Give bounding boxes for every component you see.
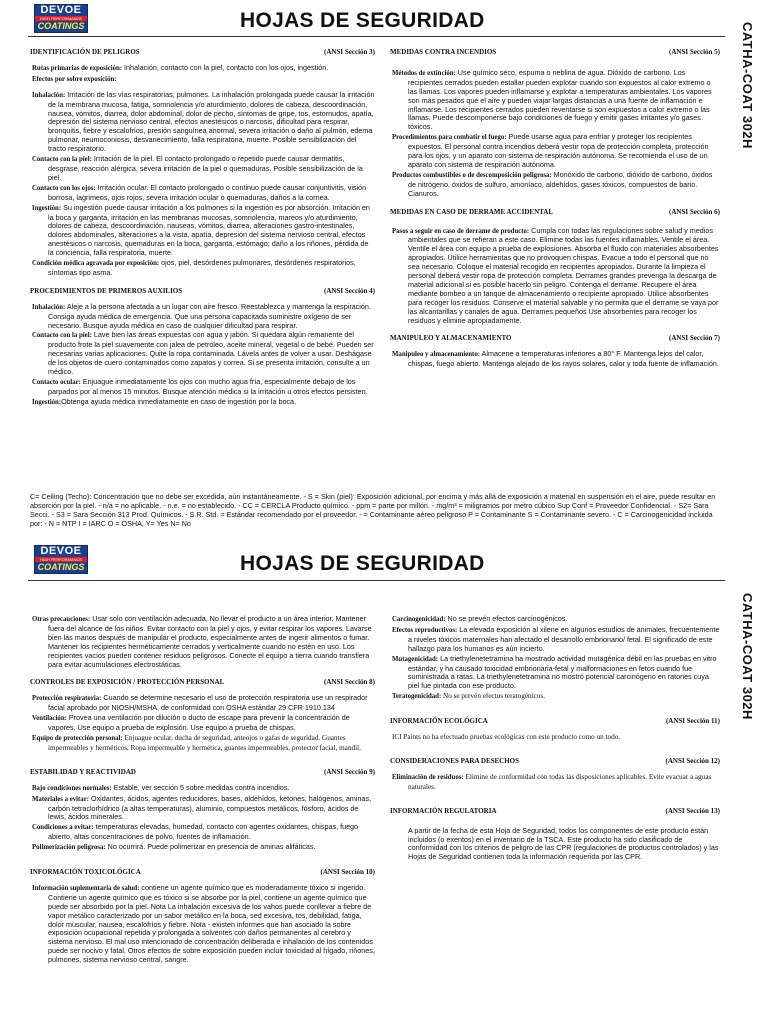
paragraph: Efectos por sobre exposición:	[32, 75, 117, 83]
title-rule	[28, 36, 725, 37]
abbreviations-footnote: C= Ceiling (Techo): Concentración que no debe ser excedida, aún instantáneamente. - S = Skin (piel): Exposición adicional, por encima y más allá de exposición a material en suspensión en el aire, puede resultar en absorción por la piel. - n/a = no aplicable. - n.e. = no establecido. - CC = CERCLA Producto químico. - ppm = parte por millón. - mg/m³ = miligramos por metro cúbico Sup Conf = Proveedor Confidencial. - S2= Sara Secci. - S3 = Sara Sección 313 Prod. Químicos. - S.R. Std. = Estándar recomendado por el proveedor. - = Contaminante aéreo peligroso P = Contaminante S = Contaminante severo. - C = Carcinogenicidad incluida por: - N = NTP I = IARC O = OSHA, Y= Yes N= No	[30, 492, 716, 528]
paragraph: Eliminación de residuos: Elimine de conformidad con todas las disposiciones aplicables. Evite evacuar a aguas naturales.	[392, 772, 712, 791]
page-title: HOJAS DE SEGURIDAD	[240, 9, 485, 32]
devoe-logo: DEVOE HIGH PERFORMANCE COATINGS	[34, 545, 88, 574]
section-heading: MANIPULEO Y ALMACENAMIENTO (ANSI Sección 7)	[390, 334, 720, 343]
section-heading: INFORMACIÓN REGULATORIA (ANSI Sección 13)	[390, 806, 720, 815]
section-heading: MEDIDAS EN CASO DE DERRAME ACCIDENTAL (ANSI Sección 6)	[390, 207, 720, 216]
paragraph: Información suplementaria de salud: contiene un agente químico que es moderadamente tóxico si ingerido. Contiene un agente químico que es tóxico si se absorbe por la piel, contiene un agente químico que puede ser absorbido por la piel. Nota La inhalación excesiva de los vahos puede conllevar a fiebre de vapor metálico caracterizado por un sabor metálico en la boca, sed excesiva, tos, debilidad, fatiga, dolor muscular, nausea, escalofríos y fiebre. Nota - existen informes que han asociado la sobre exposición ocupacional repetida y prolongada a solventes con daños permanentes al cerebro y sistema nervioso. El mal uso intencionado de concentración deliberada e inhalación de los contenidos puede ser nocivo y fatal. Otros efectos de sobre exposición pueden incluir toxicidad al hígado, riñones, pulmones, sistema nervioso central, sangre.	[32, 882, 375, 965]
page-title: HOJAS DE SEGURIDAD	[240, 552, 485, 575]
paragraph: ICI Paints no ha efectuado pruebas ecológicas con este producto como un todo.	[392, 733, 621, 742]
paragraph: Bajo condiciones normales: Estable, ver sección 5 sobre medidas contra incendios.	[32, 782, 290, 792]
product-side-title: CATHA-COAT 302H	[740, 593, 755, 720]
devoe-logo: DEVOE HIGH PERFORMANCE COATINGS	[34, 4, 88, 33]
paragraph: Procedimientos para combatir el fuego: Puede usarse agua para enfriar y proteger los recipientes expuestos. El personal contra incendios deberá vestir ropa de protección completa, protección para los ojos, y un aparato con sistema de respiración autónoma. Se recomienda el uso de un aparato con sistema de respiración autónoma.	[392, 132, 709, 169]
paragraph: Mutagenicidad: La triethylenetetramina ha mostrado actividad mutagénica débil en las pruebas en vitro estándar, y ha causado toxicidad embrionaria-fetal y malformaciones en fetos cuando fue suministrada a ratas. La triethylenetetramina no mostró potencial carcinógeno en ratones cuya piel fue pintada con ese producto.	[392, 653, 717, 691]
page-2	[0, 540, 768, 1024]
paragraph: Ingestión:Obtenga ayuda médica inmediatamente en caso de ingestión por la boca.	[32, 396, 297, 406]
paragraph: Inhalación: Aleje a la persona afectada a un lugar con aire fresco. Reestablezca y mantenga la respiración. Consiga ayuda médica de emergencia. Que una persona capacitada suministre oxígeno de ser necesario. Busque ayuda médica en caso de cualquier dificultad para respirar.	[32, 301, 371, 330]
paragraph: Productos combustibles o de descomposición peligrosa: Monóxido de carbono, dióxido de carbono, óxidos de nitrógeno, óxidos de sulfuro, amoníaco, aldehídos, gases tóxicos, compuestos de bario. Cianuros.	[392, 169, 713, 198]
paragraph: Contacto con la piel: Lave bien las áreas expuestas con agua y jabón. Si quedara algún remanente del producto frote la piel suavemente con jalea de petróleo, aceite mineral, vegetal o de bebé. Pueden ser necesarias varias aplicaciones. Quite la ropa contaminada. Lávela antes de volver a usar. Deshágase de los objetos de cuero contaminados como zapatos y correa. Si se presenta irritación, consulte a un médico.	[32, 330, 374, 377]
paragraph: Pasos a seguir en caso de derrame de producto: Cumpla con todas las regulaciones sobre salud y medios ambientales que se refieran a este caso. Elimine todas las fuentes inflamables. Ventile el área. Ventile el área con equipo a prueba de explosiones. Absorba el fluido con materiales absorbentes apropiados. Utilice herramientas que no provoquen chispas. Evacue a todo el personal que no sea necesario. Coloque el material recogido en recipientes apropiados. Durante la limpieza el personal deberá vestir ropa de protección completa. Derrames grandes prevenga la descarga de material adicional si es posible hacerlo sin peligro. Contenga el derrame. Recupere el área mediante bombeo a un tanque de almacenamiento o recipiente apropiado. Utilice absorbentes para recoger los residuos. Conserve el material salvable y no permita que el derrame se vaya por las alcantarillas y canales de agua. Derrames pequeños Use absorbentes para recoger los residuos y elimine apropiadamente.	[392, 225, 719, 325]
section-heading: CONSIDERACIONES PARA DESECHOS (ANSI Sección 12)	[390, 756, 720, 765]
paragraph: Equipo de protección personal: Enjuague ocular, ducha de seguridad, anteojos o gafas de seguridad. Guantes impermeables y herméticos, Ropa impermeable y hermética, guantes impermeables, protector facial, mandil.	[32, 733, 361, 752]
right-column	[390, 48, 720, 370]
paragraph: Contacto con los ojos: Irritación ocular. El contacto prolongado o continuo puede causar conjuntivitis, visión borrosa, lagrimeos, ojos rojos, severa irritación ocular o quemaduras, daños a la cornea.	[32, 182, 367, 202]
paragraph: Ventilación: Provea una ventilación por dilución o ducto de escape para prevenir la concentración de vapores. Use equipo a prueba de explosión. Use equipo a prueba de chispas.	[32, 713, 350, 733]
paragraph: Materiales a evitar: Oxidantes, ácidos, agentes reducidores, bases, aldehídos, ketones, halógenos, aminas, carbón tetraclorhídrico (a altas temperaturas), aluminio, compuestos metálicos, fósforo, ácidos de lewis, ácidos minerales.	[32, 793, 372, 822]
paragraph: Ingestión: Su ingestión puede causar irritación a los pulmones si la ingestión es por absorción. Irritación en la boca y garganta, irritación en las membranas mucosas, somnolencia, mareos y/o aturdimiento, dolores de cabeza, descoordinación, nauseas, vómitos, diarrea, alteraciones gastro-intestinales, dolores abdominales, alteraciones a la vista, apatía, depresión del sistema nervioso central, efectos anestésicos o narcosis, quemaduras en la boca, garganta, estómago; daño a los riñones, pérdida de la conciencia, falla respiratoria, muerte.	[32, 202, 370, 258]
paragraph: Métodos de extinción: Use químico seco, espuma o neblina de agua. Dióxido de carbono. Los recipientes cerrados pueden estallar pueden explotar cuando son expuestos al calor extremo o las llamas. Los vapores pueden inflamarse y explotar a temperaturas ambientales. Los vapores son más pesados que el aire y pueden viajar largas distancias a una fuente de inflamación e inflamarse. Los recipientes cerrados pueden reventarse si son expuestos a calor extremo o las llamas. Puede descomponerse bajo condiciones de fuego y emitir gases irritantes y/o gases tóxicos.	[392, 67, 712, 132]
right-column	[390, 615, 720, 863]
title-rule	[28, 580, 725, 581]
paragraph: Protección respiratoria: Cuando se determine necesario el uso de protección respiratoria use un respirador facial aprobado por NIOSH/MSHA, de conformidad con OSHA estándar 29 CFR 1910.134	[32, 693, 368, 713]
section-heading: IDENTIFICACIÓN DE PELIGROS (ANSI Sección 3)	[30, 48, 375, 56]
section-heading: MEDIDAS CONTRA INCENDIOS (ANSI Sección 5)	[390, 48, 720, 56]
paragraph: Rutas primarias de exposición: Inhalación, contacto con la piel, contacto con los ojos, ingestión.	[32, 62, 329, 72]
left-column	[30, 615, 375, 966]
paragraph: Contacto ocular: Enjuague inmediatamente los ojos con mucho agua fría, especialmente debajo de los parpados por al menos 15 minutos. Busque atención médica si la irritación u otros efectos persisten.	[32, 377, 368, 396]
section-heading: PROCEDIMIENTOS DE PRIMEROS AUXILIOS (ANSI Sección 4)	[30, 286, 375, 295]
paragraph: Teratogenicidad: No se prevén efectos teratogénicos.	[392, 692, 545, 701]
section-heading: ESTABILIDAD Y REACTIVIDAD (ANSI Sección 9)	[30, 767, 375, 776]
paragraph: Polimerización peligrosa: No ocurrirá. Puede polimerizar en presencia de aminas alifáticas.	[32, 842, 316, 852]
left-column	[30, 48, 375, 409]
paragraph: Carcinogenicidad: No se prevén efectos carcinogénicos.	[392, 614, 568, 623]
section-heading: CONTROLES DE EXPOSICIÓN / PROTECCIÓN PERSONAL (ANSI Sección 8)	[30, 678, 375, 687]
paragraph: Condición médica agravada por exposición: ojos, piel, desórdenes pulmonares, desórdenes respiratorios, síntomas tipo asma.	[32, 258, 356, 277]
paragraph: A partir de la fecha de esta Hoja de Seguridad, todos los componentes de este producto están incluidos (o exentos) en el inventario de la TSCA. Este producto ha sido clasificado de conformidad con los criterios de peligro de las CPR (regulaciones de productos controlados) y las Hojas de Seguridad contienen toda la información requerida por las CPR.	[408, 825, 719, 862]
section-heading: INFORMACIÓN ECOLÓGICA (ANSI Sección 11)	[390, 717, 720, 726]
paragraph: Contacto con la piel: Irritación de la piel. El contacto prolongado o repetido puede causar dermatitis, desgrase, reacción alérgica, severa irritación de la piel o quemaduras. Posible sensibilización de la piel.	[32, 154, 363, 182]
paragraph: Condiciones a evitar: temperaturas elevadas, humedad, contacto con agentes oxidantes, chispas, fuego abierto, altas concentraciones de polvo, fuentes de inflamación.	[32, 822, 359, 842]
paragraph: Efectos reproductivos: La elevada exposición al xilene en algunos estudios de animales, frecuentemente a niveles tóxicos maternales han afectado el desarrollo embrionario/ fetal. El significado de este hallazgo para los humanos es aún incierto.	[392, 624, 720, 653]
product-side-title: CATHA-COAT 302H	[740, 22, 755, 149]
paragraph: Inhalación: Irritación de las vías respiratorias, pulmones. La inhalación prolongada puede causar la irritación de la membrana mucosa, fatiga, somnolencia y/o aturdimiento, dolores de cabeza, descoordinación, nausea, vómitos, diarrea, dolor abdominal, dolor de pecho, síntomas de gripe, tos, estornudos, apatía, depresión del sistema nervioso central, efectos anestésicos o narcosis, dificultad para respirar, bronquitis, fiebre y escalofríos, presión sanguínea anormal, severa irritación o daño al pulmón, edema pulmonar, neumoconiosis, desvanecimiento, falla respiratoria, muerte. Posible sensibilización del tracto respiratorio.	[32, 89, 375, 154]
paragraph: Otras precauciones: Usar solo con ventilación adecuada, No llevar el producto a un área interior. Mantener fuera del alcance de los niños. Evitar contacto con la piel y ojos, y evitar respirar los vapores. Lavarse bien las manos después de manipular el producto, especialmente antes de ingerir alimentos o fumar. Mantener los recipientes herméticamente cerrados y verticalmente cuando no estén en uso. Los recipientes vacíos pueden contener residuos peligrosos. Conecte el equipo a tierra cuando transfiera para evitar acumulaciones electrostáticas.	[32, 614, 372, 669]
section-heading: INFORMACIÓN TOXICOLÓGICA (ANSI Sección 10)	[30, 868, 375, 877]
paragraph: Manipuleo y almacenamiento: Almacene a temperaturas inferiores a 80° F. Mantenga lejos del calor, chispas, fuego abierto. Mantenga alejado de los rayos solares, calor y toda fuente de inflamación.	[392, 349, 719, 369]
